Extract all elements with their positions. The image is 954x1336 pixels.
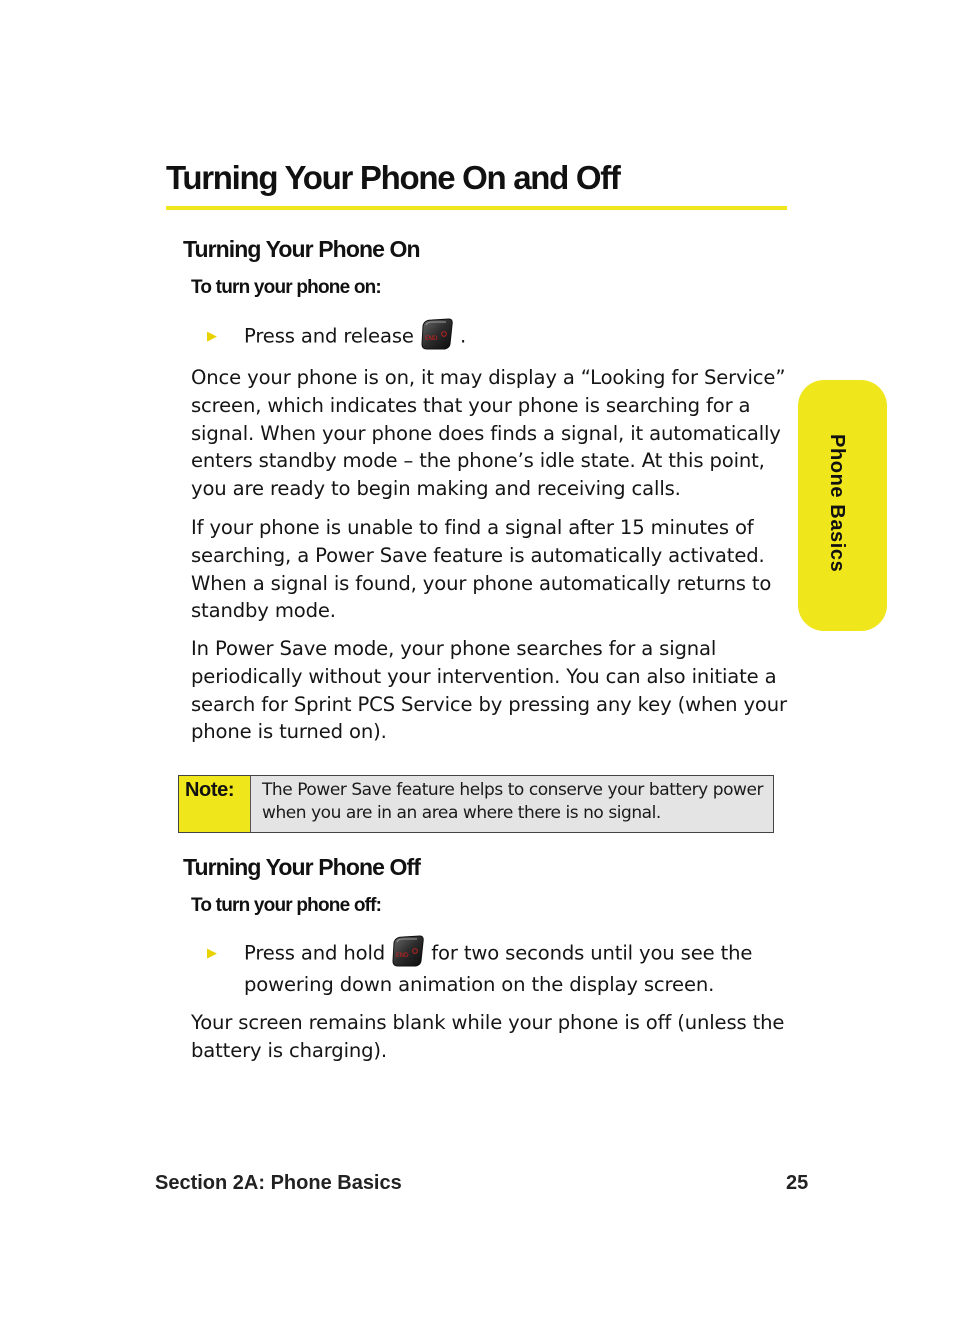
title-underline	[166, 206, 787, 210]
text-line: In Power Save mode, your phone searches for a signal	[191, 637, 717, 660]
note-box	[178, 775, 774, 833]
text-line: screen, which indicates that your phone is searching for a	[191, 393, 751, 417]
paragraph-on-1	[191, 364, 791, 503]
bullet-text-after: .	[459, 324, 467, 348]
subheading-off: To turn your phone off:	[191, 895, 382, 916]
subheading-on: To turn your phone on:	[191, 277, 381, 298]
bullet-item-on	[244, 320, 466, 354]
bullet-text-before: Press and release	[244, 324, 414, 348]
note-text	[262, 779, 767, 824]
text-line: you are ready to begin making and receiving calls.	[191, 477, 681, 501]
text-line: periodically without your intervention. You can also initiate a	[191, 664, 777, 688]
page-title: Turning Your Phone On and Off	[166, 159, 620, 196]
bullet-text-before: Press and hold	[244, 941, 386, 965]
svg-text:END: END	[424, 335, 438, 342]
text-line: search for Sprint PCS Service by pressing any key (when your	[191, 692, 787, 716]
text-line: searching, a Power Save feature is automatically activated.	[191, 543, 765, 567]
text-line: battery is charging).	[191, 1038, 387, 1062]
page-number: 25	[786, 1172, 809, 1194]
text-line: standby mode.	[191, 599, 336, 623]
paragraph-off	[191, 1009, 791, 1065]
text-line: When a signal is found, your phone automatically returns to	[191, 571, 772, 595]
note-line: The Power Save feature helps to conserve your battery power	[262, 780, 764, 800]
text-line: enters standby mode – the phone’s idle state. At this point,	[191, 449, 765, 473]
bullet-text-after: for two seconds until you see the	[431, 941, 753, 965]
bullet-arrow-icon: ▶	[207, 946, 217, 961]
section-heading-off: Turning Your Phone Off	[183, 854, 421, 880]
text-line: Once your phone is on, it may display a “Looking for Service”	[191, 366, 786, 389]
section-heading-on: Turning Your Phone On	[183, 236, 420, 262]
text-line: If your phone is unable to find a signal after 15 minutes of	[191, 516, 754, 539]
text-line: Your screen remains blank while your phone is off (unless the	[191, 1011, 785, 1034]
footer-section-label: Section 2A: Phone Basics	[155, 1172, 402, 1194]
end-power-key-icon	[391, 934, 425, 968]
paragraph-on-3	[191, 635, 791, 746]
text-line: phone is turned on).	[191, 720, 387, 744]
svg-text:END: END	[396, 952, 409, 959]
note-label: Note:	[179, 776, 251, 832]
bullet-arrow-icon: ▶	[207, 329, 217, 344]
bullet-item-off	[244, 937, 752, 971]
paragraph-on-2	[191, 514, 791, 625]
bullet-item-off-line2: powering down animation on the display screen.	[244, 973, 715, 996]
chapter-side-tab	[798, 380, 887, 631]
end-power-key-icon	[420, 317, 454, 351]
text-line: signal. When your phone does finds a signal, it automatically	[191, 421, 781, 445]
note-line: when you are in an area where there is no signal.	[262, 802, 661, 823]
side-tab-label: Phone Basics	[826, 434, 848, 573]
